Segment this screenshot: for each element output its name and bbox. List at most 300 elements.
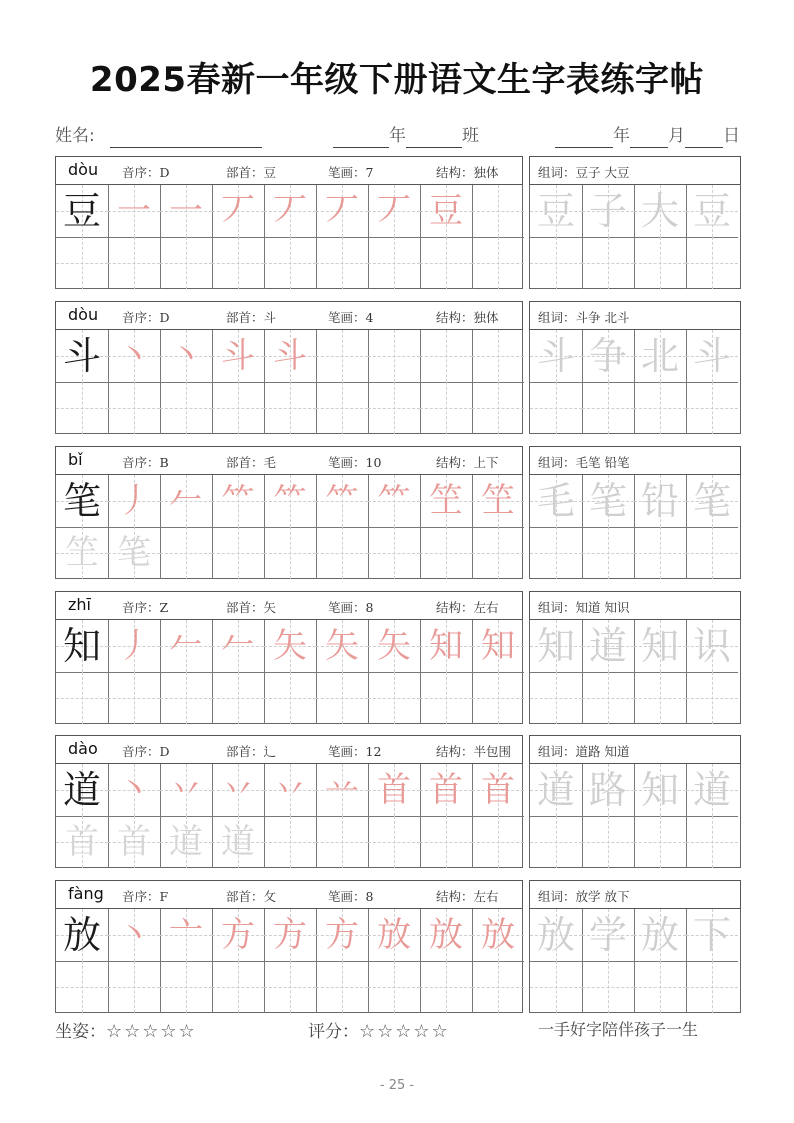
grid-cell[interactable] — [530, 382, 582, 434]
grid-cell[interactable] — [160, 961, 212, 1013]
grid-line — [582, 816, 634, 817]
grid-line — [472, 237, 473, 289]
model-character: 道 — [62, 768, 101, 812]
grid-cell[interactable] — [634, 237, 686, 289]
grid-line — [108, 961, 160, 962]
grid-cell[interactable] — [160, 330, 212, 382]
grid-cell[interactable] — [160, 816, 212, 868]
grid-cell[interactable] — [108, 527, 160, 579]
trace-character: 斗 — [692, 334, 731, 378]
grid-cell[interactable] — [108, 672, 160, 724]
name-label: 姓名: — [55, 126, 95, 146]
class-field[interactable] — [333, 124, 479, 148]
grid-cell[interactable] — [368, 816, 420, 868]
stroke-step: 一 — [117, 191, 151, 231]
grid-line — [212, 961, 213, 1013]
grid-cell[interactable] — [420, 672, 472, 724]
words-grid — [529, 620, 741, 724]
posture-rating — [55, 1017, 197, 1042]
grid-line — [634, 672, 635, 724]
meta-label: 部首： — [226, 744, 264, 759]
name-field[interactable] — [55, 124, 262, 148]
stroke-step: ⺮ — [325, 481, 359, 521]
guide-line — [56, 987, 108, 988]
grid-cell[interactable] — [160, 185, 212, 237]
grid-line — [316, 527, 368, 528]
grid-cell[interactable] — [530, 475, 582, 527]
grid-cell[interactable] — [56, 475, 108, 527]
meta-label: 结构： — [436, 165, 474, 180]
grid-cell[interactable] — [316, 816, 368, 868]
grid-cell[interactable] — [264, 330, 316, 382]
grid-cell[interactable] — [264, 185, 316, 237]
guide-line — [686, 553, 738, 554]
words-header — [529, 446, 741, 475]
grid-cell[interactable] — [582, 237, 634, 289]
guide-line — [394, 961, 395, 1013]
grid-cell[interactable] — [686, 672, 738, 724]
guide-line — [420, 408, 472, 409]
grid-line — [634, 382, 686, 383]
grid-cell[interactable] — [316, 527, 368, 579]
meta-structure — [436, 887, 499, 905]
grid-line — [368, 382, 369, 434]
guide-line — [472, 842, 524, 843]
grid-cell[interactable] — [582, 620, 634, 672]
guide-line — [290, 382, 291, 434]
guide-line — [556, 237, 557, 289]
grid-line — [582, 237, 634, 238]
stroke-step: 亠 — [169, 915, 203, 955]
stroke-step: 丶 — [117, 336, 151, 376]
grid-cell[interactable] — [634, 672, 686, 724]
grid-cell[interactable] — [108, 237, 160, 289]
grid-cell[interactable] — [582, 909, 634, 961]
guide-line — [712, 672, 713, 724]
grid-cell[interactable] — [420, 764, 472, 816]
year-blank[interactable] — [555, 129, 613, 148]
grid-cell[interactable] — [530, 961, 582, 1013]
guide-line — [186, 961, 187, 1013]
grid-line — [634, 237, 686, 238]
grid-line — [530, 382, 582, 383]
grid-cell[interactable] — [472, 475, 524, 527]
grid-cell[interactable] — [264, 527, 316, 579]
grid-cell[interactable] — [368, 330, 420, 382]
grid-line — [316, 816, 368, 817]
grid-cell[interactable] — [530, 909, 582, 961]
trace-character: 识 — [692, 624, 731, 668]
grid-line — [212, 237, 264, 238]
grid-cell[interactable] — [108, 185, 160, 237]
grid-cell[interactable] — [316, 185, 368, 237]
grid-cell[interactable] — [530, 527, 582, 579]
grid-cell[interactable] — [56, 527, 108, 579]
meta-order — [122, 887, 168, 905]
grid-line — [56, 672, 108, 673]
grid-cell[interactable] — [634, 764, 686, 816]
grid-cell[interactable] — [368, 237, 420, 289]
grid-cell[interactable] — [264, 237, 316, 289]
meta-value: F — [159, 889, 169, 904]
grid-cell[interactable] — [530, 185, 582, 237]
character-info-header — [55, 880, 523, 909]
meta-strokes — [328, 163, 373, 181]
grid-cell[interactable] — [634, 961, 686, 1013]
grid-line — [368, 237, 369, 289]
model-character: 斗 — [62, 334, 101, 378]
guide-line — [264, 842, 316, 843]
grid-cell[interactable] — [316, 961, 368, 1013]
grid-cell[interactable] — [212, 527, 264, 579]
grid-cell[interactable] — [420, 237, 472, 289]
grid-cell[interactable] — [212, 764, 264, 816]
grid-cell[interactable] — [212, 475, 264, 527]
guide-line — [316, 263, 368, 264]
meta-value: 半包围 — [473, 744, 512, 759]
grid-cell[interactable] — [530, 620, 582, 672]
meta-label: 笔画： — [328, 600, 366, 615]
grid-cell[interactable] — [530, 237, 582, 289]
page-title: 2025春新一年级下册语文生字表练字帖 — [89, 60, 705, 100]
grid-cell[interactable] — [420, 816, 472, 868]
grid-cell[interactable] — [160, 672, 212, 724]
grid-cell[interactable] — [316, 382, 368, 434]
words-value: 斗争 北斗 — [575, 310, 630, 325]
grid-cell[interactable] — [582, 672, 634, 724]
grid-cell[interactable] — [108, 330, 160, 382]
grid-cell[interactable] — [530, 764, 582, 816]
meta-structure — [436, 742, 511, 760]
words-grid — [529, 764, 741, 868]
grid-cell[interactable] — [160, 909, 212, 961]
grid-cell[interactable] — [212, 237, 264, 289]
grid-cell[interactable] — [108, 909, 160, 961]
grid-cell[interactable] — [160, 764, 212, 816]
grid-cell[interactable] — [530, 816, 582, 868]
grid-cell[interactable] — [264, 475, 316, 527]
grid-cell[interactable] — [212, 909, 264, 961]
month-blank[interactable] — [630, 129, 668, 148]
grid-cell[interactable] — [368, 620, 420, 672]
grid-cell[interactable] — [56, 382, 108, 434]
grid-cell[interactable] — [56, 330, 108, 382]
grid-cell[interactable] — [472, 620, 524, 672]
grid-line — [420, 961, 421, 1013]
grid-line — [108, 237, 160, 238]
words — [538, 163, 630, 181]
grid-cell[interactable] — [368, 475, 420, 527]
trace-character: 知 — [640, 624, 679, 668]
guide-line — [238, 672, 239, 724]
grid-cell[interactable] — [472, 382, 524, 434]
grid-cell[interactable] — [686, 185, 738, 237]
grid-cell[interactable] — [686, 475, 738, 527]
guide-line — [264, 408, 316, 409]
grid-cell[interactable] — [686, 330, 738, 382]
grid-cell[interactable] — [472, 527, 524, 579]
guide-line — [264, 263, 316, 264]
grid-cell[interactable] — [316, 475, 368, 527]
guide-line — [582, 842, 634, 843]
grid-line — [472, 672, 473, 724]
guide-line — [264, 553, 316, 554]
guide-line — [446, 961, 447, 1013]
meta-radical — [226, 598, 276, 616]
grid-cell[interactable] — [264, 961, 316, 1013]
grid-cell[interactable] — [56, 816, 108, 868]
grid-line — [160, 382, 212, 383]
grid-cell[interactable] — [160, 382, 212, 434]
trace-character: 放 — [536, 913, 575, 957]
grid-cell[interactable] — [582, 330, 634, 382]
grid-cell[interactable] — [264, 382, 316, 434]
grid-cell[interactable] — [160, 475, 212, 527]
grid-cell[interactable] — [582, 185, 634, 237]
grid-cell[interactable] — [316, 237, 368, 289]
stroke-step: 方 — [273, 915, 307, 955]
grid-line — [368, 527, 369, 579]
grid-cell[interactable] — [420, 620, 472, 672]
guide-line — [608, 816, 609, 868]
grid-cell[interactable] — [56, 909, 108, 961]
grid-cell[interactable] — [56, 185, 108, 237]
grid-cell[interactable] — [108, 816, 160, 868]
grid-cell[interactable] — [368, 672, 420, 724]
stroke-step: 首 — [429, 770, 463, 810]
grid-cell[interactable] — [316, 764, 368, 816]
trace-character: 毛 — [536, 479, 575, 523]
guide-line — [712, 237, 713, 289]
grid-cell[interactable] — [316, 909, 368, 961]
grid-cell[interactable] — [634, 909, 686, 961]
grid-cell[interactable] — [472, 237, 524, 289]
guide-line — [686, 698, 738, 699]
grid-cell[interactable] — [316, 672, 368, 724]
grid-cell[interactable] — [420, 330, 472, 382]
grid-cell[interactable] — [160, 527, 212, 579]
grid-line — [686, 961, 687, 1013]
guide-line — [556, 816, 557, 868]
guide-line — [446, 816, 447, 868]
grid-cell[interactable] — [530, 330, 582, 382]
meta-value: 斗 — [263, 310, 277, 325]
meta-label: 音序： — [122, 455, 160, 470]
guide-line — [608, 382, 609, 434]
grid-cell[interactable] — [686, 909, 738, 961]
grid-cell[interactable] — [212, 330, 264, 382]
stroke-step: 斗 — [221, 336, 255, 376]
name-blank[interactable] — [110, 129, 262, 148]
grid-cell[interactable] — [472, 961, 524, 1013]
grid-cell[interactable] — [212, 382, 264, 434]
grid-cell[interactable] — [368, 382, 420, 434]
grid-cell[interactable] — [420, 382, 472, 434]
grid-cell[interactable] — [686, 382, 738, 434]
grid-cell[interactable] — [368, 527, 420, 579]
grid-cell[interactable] — [316, 620, 368, 672]
character-info-header — [55, 301, 523, 330]
guide-line — [108, 263, 160, 264]
stroke-step: 笔 — [117, 533, 151, 573]
grid-cell[interactable] — [264, 909, 316, 961]
meta-structure — [436, 453, 499, 471]
day-blank[interactable] — [685, 129, 723, 148]
grid-cell[interactable] — [316, 330, 368, 382]
grid-cell[interactable] — [634, 475, 686, 527]
grid-cell[interactable] — [582, 816, 634, 868]
grid-cell[interactable] — [264, 620, 316, 672]
date-field[interactable] — [555, 124, 740, 148]
guide-line — [394, 330, 395, 382]
grid-cell[interactable] — [56, 961, 108, 1013]
date-day-label: 日 — [723, 126, 740, 146]
grid-cell[interactable] — [472, 672, 524, 724]
meta-value: 8 — [365, 889, 374, 904]
class-blank[interactable] — [406, 129, 462, 148]
stroke-step: ⺮ — [273, 481, 307, 521]
grid-cell[interactable] — [56, 672, 108, 724]
grid-line — [368, 237, 420, 238]
meta-label: 笔画： — [328, 889, 366, 904]
grid-cell[interactable] — [108, 382, 160, 434]
grid-cell[interactable] — [108, 475, 160, 527]
grid-cell[interactable] — [582, 382, 634, 434]
grid-cell[interactable] — [420, 475, 472, 527]
guide-line — [498, 961, 499, 1013]
grid-line — [634, 816, 635, 868]
grid-cell[interactable] — [212, 961, 264, 1013]
grid-cell[interactable] — [686, 764, 738, 816]
grid-cell[interactable] — [634, 330, 686, 382]
grade-blank[interactable] — [333, 129, 389, 148]
guide-line — [446, 330, 447, 382]
grid-line — [420, 382, 421, 434]
grid-line — [634, 527, 686, 528]
words-grid — [529, 330, 741, 434]
grid-line — [212, 672, 213, 724]
grid-cell[interactable] — [264, 816, 316, 868]
grid-cell[interactable] — [212, 816, 264, 868]
grid-cell[interactable] — [108, 620, 160, 672]
grid-cell[interactable] — [582, 527, 634, 579]
grid-cell[interactable] — [634, 382, 686, 434]
meta-value: B — [159, 455, 169, 470]
grid-cell[interactable] — [212, 185, 264, 237]
grid-cell[interactable] — [582, 475, 634, 527]
grid-cell[interactable] — [368, 961, 420, 1013]
grid-cell[interactable] — [530, 672, 582, 724]
grid-cell[interactable] — [634, 527, 686, 579]
grid-cell[interactable] — [56, 764, 108, 816]
posture-label: 坐姿： — [55, 1022, 106, 1042]
grid-cell[interactable] — [368, 764, 420, 816]
grid-cell[interactable] — [368, 909, 420, 961]
guide-line — [134, 961, 135, 1013]
guide-line — [660, 672, 661, 724]
stroke-step: 丷 — [169, 770, 203, 810]
grid-cell[interactable] — [108, 764, 160, 816]
grid-cell[interactable] — [472, 764, 524, 816]
grid-cell[interactable] — [420, 527, 472, 579]
grid-cell[interactable] — [420, 185, 472, 237]
grid-cell[interactable] — [686, 816, 738, 868]
grid-cell[interactable] — [634, 816, 686, 868]
grid-cell[interactable] — [472, 816, 524, 868]
meta-value: D — [159, 165, 170, 180]
grid-cell[interactable] — [108, 961, 160, 1013]
grid-line — [368, 672, 420, 673]
guide-line — [56, 263, 108, 264]
grid-cell[interactable] — [264, 764, 316, 816]
pinyin: fàng — [68, 884, 104, 903]
guide-line — [368, 553, 420, 554]
meta-label: 结构： — [436, 455, 474, 470]
grid-cell[interactable] — [686, 237, 738, 289]
grid-line — [368, 527, 420, 528]
grid-line — [634, 237, 635, 289]
grid-cell[interactable] — [56, 620, 108, 672]
grid-cell[interactable] — [634, 620, 686, 672]
stroke-step: 笁 — [429, 481, 463, 521]
grid-cell[interactable] — [582, 961, 634, 1013]
grid-cell[interactable] — [582, 764, 634, 816]
grid-line — [582, 672, 634, 673]
guide-line — [420, 987, 472, 988]
guide-line — [212, 698, 264, 699]
grid-line — [472, 382, 473, 434]
grid-cell[interactable] — [634, 185, 686, 237]
grid-cell[interactable] — [212, 672, 264, 724]
score-stars[interactable]: ☆☆☆☆☆ — [359, 1021, 450, 1042]
grid-line — [634, 961, 686, 962]
grid-cell[interactable] — [368, 185, 420, 237]
words-header — [529, 156, 741, 185]
words-value: 毛笔 铅笔 — [575, 455, 630, 470]
grid-cell[interactable] — [686, 961, 738, 1013]
grid-cell[interactable] — [264, 672, 316, 724]
guide-line — [342, 382, 343, 434]
grid-line — [316, 330, 317, 382]
grid-cell[interactable] — [56, 237, 108, 289]
grid-cell[interactable] — [472, 330, 524, 382]
grid-cell[interactable] — [212, 620, 264, 672]
guide-line — [238, 237, 239, 289]
grid-cell[interactable] — [420, 961, 472, 1013]
grid-cell[interactable] — [160, 237, 212, 289]
guide-line — [342, 816, 343, 868]
posture-stars[interactable]: ☆☆☆☆☆ — [106, 1021, 197, 1042]
grid-line — [634, 672, 686, 673]
writing-grid — [55, 330, 523, 434]
meta-order — [122, 598, 168, 616]
grid-cell[interactable] — [686, 620, 738, 672]
words-label: 组词： — [538, 600, 576, 615]
grid-line — [420, 237, 472, 238]
guide-line — [342, 330, 343, 382]
guide-line — [108, 987, 160, 988]
grid-cell[interactable] — [686, 527, 738, 579]
grid-line — [582, 382, 634, 383]
grid-cell[interactable] — [472, 185, 524, 237]
words-label: 组词： — [538, 744, 576, 759]
grid-cell[interactable] — [472, 909, 524, 961]
grid-cell[interactable] — [420, 909, 472, 961]
stroke-step: 放 — [377, 915, 411, 955]
guide-line — [82, 672, 83, 724]
grid-cell[interactable] — [160, 620, 212, 672]
grid-line — [316, 237, 317, 289]
